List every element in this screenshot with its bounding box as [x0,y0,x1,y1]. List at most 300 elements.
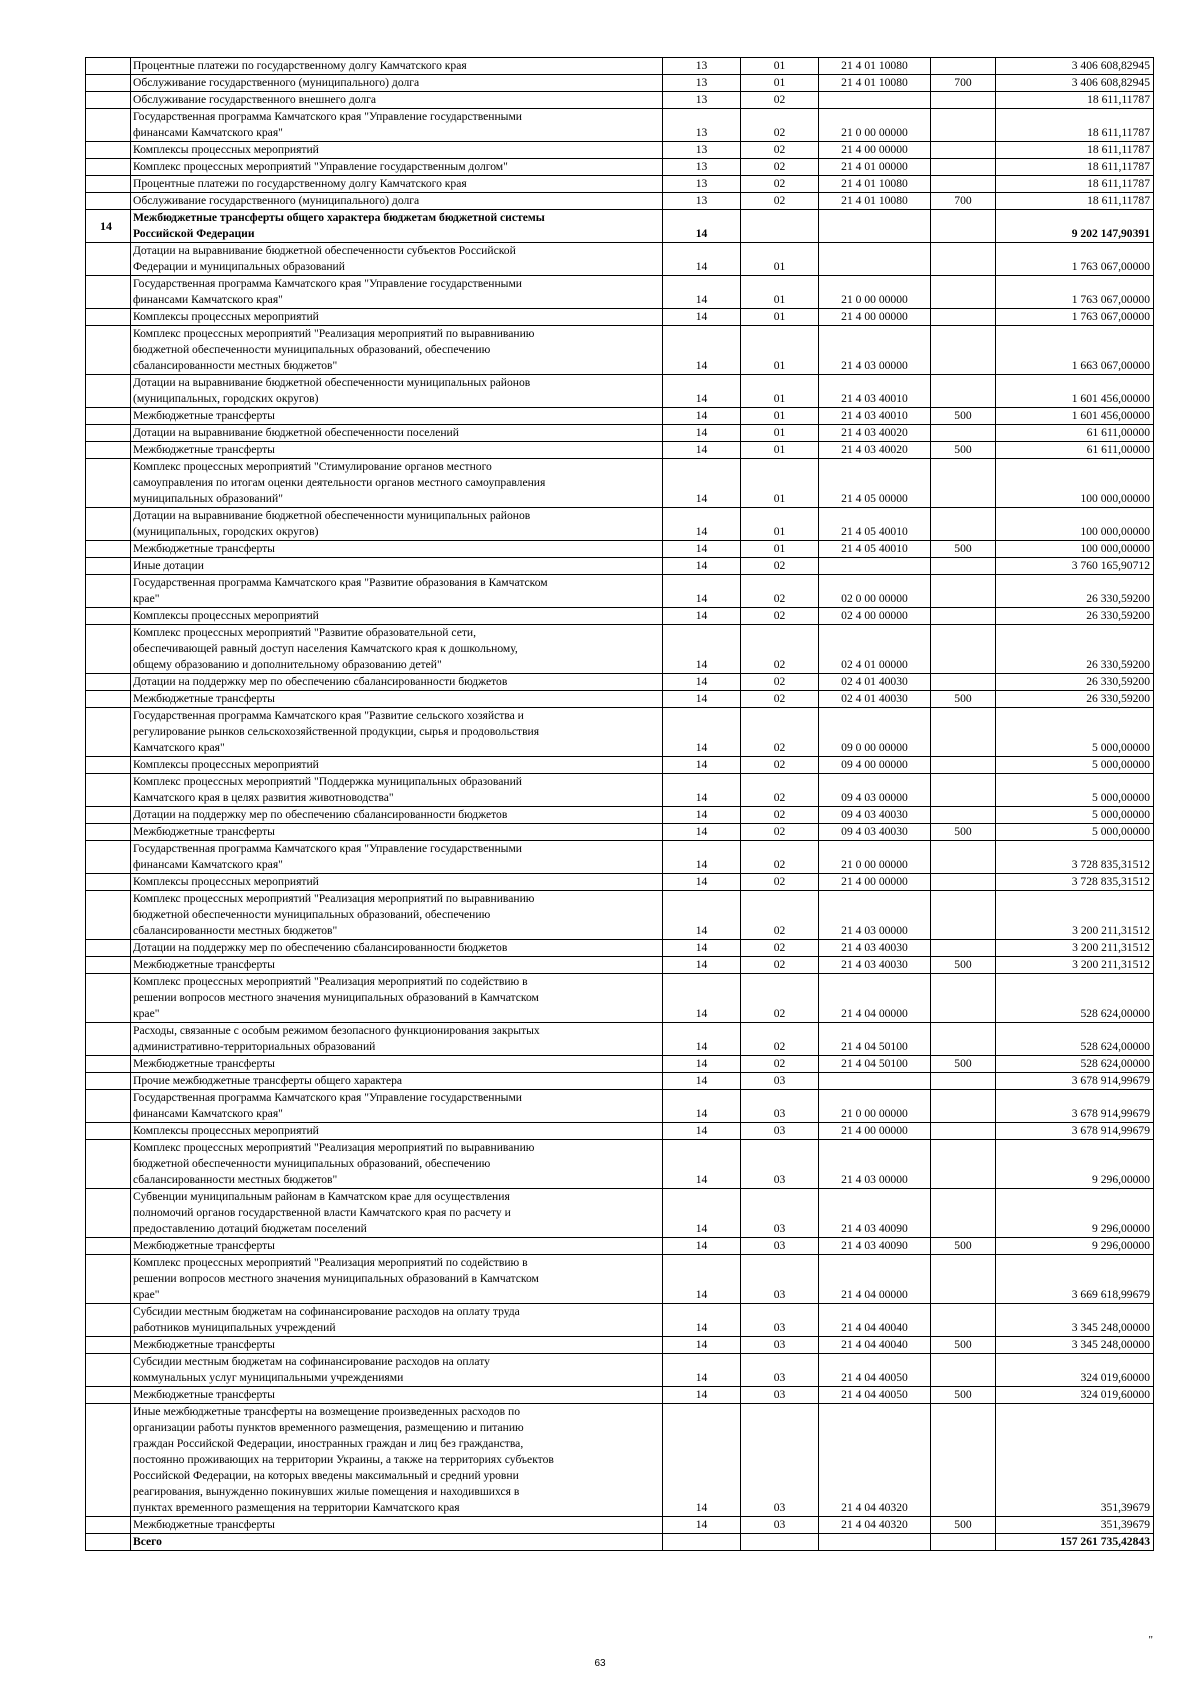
section-code-cell: 14 [663,957,741,974]
table-row [86,807,1154,824]
subsection-code-cell: 02 [741,874,819,891]
row-number-cell [86,841,131,874]
section-code-cell: 14 [663,1023,741,1056]
expense-type-code-cell [931,1189,996,1238]
section-code-cell: 13 [663,176,741,193]
expense-type-code-cell [931,1404,996,1517]
amount-cell: 3 345 248,00000 [996,1304,1154,1337]
target-article-code-cell: 21 4 01 00000 [819,159,931,176]
item-name-cell: Дотации на выравнивание бюджетной обеспеченности субъектов Российской Федерации и муниципальных образований [131,243,663,276]
target-article-code-cell: 21 4 04 40050 [819,1387,931,1404]
target-article-code-cell: 21 4 03 40030 [819,957,931,974]
expense-type-code-cell: 500 [931,541,996,558]
amount-cell: 5 000,00000 [996,708,1154,757]
item-name-cell: Комплекс процессных мероприятий "Реализация мероприятий по выравниванию бюджетной обеспеченности муниципальных образований, обеспечению сбалансированности местных бюджетов" [131,1140,663,1189]
target-article-code-cell: 21 0 00 00000 [819,1090,931,1123]
target-article-code-cell: 21 4 04 50100 [819,1056,931,1073]
row-number-cell [86,1140,131,1189]
amount-cell: 3 345 248,00000 [996,1337,1154,1354]
expense-type-code-cell [931,558,996,575]
expense-type-code-cell [931,92,996,109]
item-name-cell: Дотации на выравнивание бюджетной обеспеченности муниципальных районов (муниципальных, городских округов) [131,508,663,541]
item-name-cell: Расходы, связанные с особым режимом безопасного функционирования закрытых административно-территориальных образований [131,1023,663,1056]
subsection-code-cell: 02 [741,957,819,974]
target-article-code-cell: 21 4 04 40040 [819,1304,931,1337]
section-code-cell: 14 [663,425,741,442]
target-article-code-cell: 21 4 03 40010 [819,375,931,408]
subsection-code-cell: 01 [741,58,819,75]
row-number-cell [86,1534,131,1551]
target-article-code-cell: 21 4 03 00000 [819,1140,931,1189]
amount-cell: 61 611,00000 [996,442,1154,459]
table-row [86,1123,1154,1140]
amount-cell: 18 611,11787 [996,176,1154,193]
subsection-code-cell: 02 [741,807,819,824]
table-row [86,757,1154,774]
section-code-cell: 14 [663,541,741,558]
subsection-code-cell: 02 [741,757,819,774]
expense-type-code-cell [931,608,996,625]
section-code-cell: 13 [663,159,741,176]
table-body [86,58,1154,1551]
table-row [86,309,1154,326]
row-number-cell [86,309,131,326]
amount-cell: 3 200 211,31512 [996,957,1154,974]
item-name-cell: Комплекс процессных мероприятий "Реализация мероприятий по выравниванию бюджетной обеспеченности муниципальных образований, обеспечению сбалансированности местных бюджетов" [131,326,663,375]
section-code-cell: 14 [663,974,741,1023]
item-name-cell: Государственная программа Камчатского края "Управление государственными финансами Камчатского края" [131,109,663,142]
table-row [86,1023,1154,1056]
row-number-cell [86,807,131,824]
row-number-cell [86,824,131,841]
expense-type-code-cell: 500 [931,691,996,708]
table-row [86,974,1154,1023]
table-row [86,957,1154,974]
table-row [86,1337,1154,1354]
subsection-code-cell: 02 [741,691,819,708]
item-name-cell: Дотации на поддержку мер по обеспечению сбалансированности бюджетов [131,807,663,824]
subsection-code-cell: 03 [741,1404,819,1517]
target-article-code-cell: 09 4 00 00000 [819,757,931,774]
expense-type-code-cell [931,508,996,541]
row-number-cell [86,774,131,807]
table-row [86,691,1154,708]
amount-cell: 5 000,00000 [996,757,1154,774]
row-number-cell [86,142,131,159]
row-number-cell [86,1387,131,1404]
item-name-cell: Прочие межбюджетные трансферты общего характера [131,1073,663,1090]
item-name-cell: Дотации на выравнивание бюджетной обеспеченности поселений [131,425,663,442]
item-name-cell: Межбюджетные трансферты [131,1056,663,1073]
subsection-code-cell: 02 [741,575,819,608]
subsection-code-cell: 03 [741,1304,819,1337]
amount-cell: 26 330,59200 [996,625,1154,674]
expense-type-code-cell [931,142,996,159]
item-name-cell: Межбюджетные трансферты [131,442,663,459]
amount-cell: 26 330,59200 [996,674,1154,691]
amount-cell: 3 200 211,31512 [996,891,1154,940]
target-article-code-cell: 02 4 01 40030 [819,674,931,691]
subsection-code-cell: 03 [741,1337,819,1354]
row-number-cell [86,1090,131,1123]
expense-type-code-cell [931,1255,996,1304]
subsection-code-cell: 02 [741,109,819,142]
amount-cell: 3 678 914,99679 [996,1090,1154,1123]
amount-cell: 1 663 067,00000 [996,326,1154,375]
item-name-cell: Субсидии местным бюджетам на софинансирование расходов на оплату коммунальных услуг муниципальными учреждениями [131,1354,663,1387]
target-article-code-cell: 21 4 03 40090 [819,1189,931,1238]
expense-type-code-cell: 700 [931,193,996,210]
amount-cell: 26 330,59200 [996,691,1154,708]
amount-cell: 18 611,11787 [996,92,1154,109]
item-name-cell: Комплексы процессных мероприятий [131,757,663,774]
table-row [86,425,1154,442]
subsection-code-cell: 02 [741,974,819,1023]
expense-type-code-cell [931,309,996,326]
target-article-code-cell: 21 4 05 40010 [819,508,931,541]
section-code-cell: 14 [663,874,741,891]
subsection-code-cell: 02 [741,1023,819,1056]
row-number-cell: 14 [86,210,131,243]
section-code-cell: 14 [663,210,741,243]
table-row [86,408,1154,425]
row-number-cell [86,1354,131,1387]
subsection-code-cell: 03 [741,1189,819,1238]
table-row [86,508,1154,541]
row-number-cell [86,442,131,459]
row-number-cell [86,75,131,92]
item-name-cell: Межбюджетные трансферты [131,691,663,708]
item-name-cell: Обслуживание государственного (муниципального) долга [131,193,663,210]
amount-cell: 324 019,60000 [996,1354,1154,1387]
amount-cell: 528 624,00000 [996,1056,1154,1073]
item-name-cell: Комплекс процессных мероприятий "Стимулирование органов местного самоуправления по итогам оценки деятельности органов местного самоуправления муниципальных образований" [131,459,663,508]
subsection-code-cell: 02 [741,708,819,757]
amount-cell: 3 200 211,31512 [996,940,1154,957]
item-name-cell: Комплекс процессных мероприятий "Поддержка муниципальных образований Камчатского края в целях развития животноводства" [131,774,663,807]
item-name-cell: Комплексы процессных мероприятий [131,142,663,159]
subsection-code-cell: 02 [741,824,819,841]
section-code-cell: 14 [663,940,741,957]
row-number-cell [86,1255,131,1304]
section-code-cell: 14 [663,757,741,774]
table-row [86,1090,1154,1123]
item-name-cell: Государственная программа Камчатского края "Управление государственными финансами Камчатского края" [131,1090,663,1123]
item-name-cell: Межбюджетные трансферты [131,1517,663,1534]
table-row [86,541,1154,558]
page-number: 63 [594,1658,606,1669]
amount-cell: 26 330,59200 [996,608,1154,625]
target-article-code-cell: 09 4 03 40030 [819,807,931,824]
item-name-cell: Дотации на поддержку мер по обеспечению сбалансированности бюджетов [131,940,663,957]
subsection-code-cell: 03 [741,1090,819,1123]
amount-cell: 324 019,60000 [996,1387,1154,1404]
amount-cell: 18 611,11787 [996,109,1154,142]
subsection-code-cell: 02 [741,940,819,957]
section-code-cell: 14 [663,459,741,508]
item-name-cell: Комплекс процессных мероприятий "Развитие образовательной сети, обеспечивающей равный доступ населения Камчатского края к дошкольному, общему образованию и дополнительному образованию детей" [131,625,663,674]
section-code-cell: 14 [663,1354,741,1387]
target-article-code-cell: 21 4 04 50100 [819,1023,931,1056]
section-code-cell: 14 [663,442,741,459]
row-number-cell [86,58,131,75]
section-code-cell: 14 [663,558,741,575]
section-code-cell: 13 [663,109,741,142]
row-number-cell [86,1517,131,1534]
table-row [86,841,1154,874]
target-article-code-cell: 21 4 04 40320 [819,1517,931,1534]
target-article-code-cell: 09 0 00 00000 [819,708,931,757]
row-number-cell [86,757,131,774]
expense-type-code-cell [931,575,996,608]
section-code-cell: 14 [663,1123,741,1140]
table-row [86,575,1154,608]
amount-cell: 9 296,00000 [996,1140,1154,1189]
row-number-cell [86,1123,131,1140]
row-number-cell [86,1056,131,1073]
row-number-cell [86,1189,131,1238]
target-article-code-cell: 21 0 00 00000 [819,841,931,874]
target-article-code-cell: 02 4 00 00000 [819,608,931,625]
target-article-code-cell: 21 0 00 00000 [819,109,931,142]
expense-type-code-cell: 500 [931,442,996,459]
row-number-cell [86,1337,131,1354]
subsection-code-cell: 01 [741,508,819,541]
amount-cell: 1 601 456,00000 [996,375,1154,408]
subsection-code-cell: 03 [741,1354,819,1387]
row-number-cell [86,459,131,508]
target-article-code-cell: 09 4 03 00000 [819,774,931,807]
section-code-cell: 14 [663,508,741,541]
amount-cell: 5 000,00000 [996,824,1154,841]
row-number-cell [86,276,131,309]
table-row [86,1404,1154,1517]
subsection-code-cell: 02 [741,1056,819,1073]
target-article-code-cell: 21 4 01 10080 [819,75,931,92]
amount-cell: 9 296,00000 [996,1238,1154,1255]
row-number-cell [86,674,131,691]
amount-cell: 3 728 835,31512 [996,874,1154,891]
target-article-code-cell [819,1534,931,1551]
item-name-cell: Комплекс процессных мероприятий "Реализация мероприятий по содействию в решении вопросов местного значения муниципальных образований в Камчатском крае" [131,974,663,1023]
subsection-code-cell: 02 [741,142,819,159]
row-number-cell [86,891,131,940]
subsection-code-cell: 03 [741,1517,819,1534]
amount-cell: 18 611,11787 [996,193,1154,210]
target-article-code-cell: 21 4 00 00000 [819,309,931,326]
section-code-cell: 14 [663,408,741,425]
target-article-code-cell: 21 4 03 00000 [819,891,931,940]
expense-type-code-cell [931,1304,996,1337]
section-code-cell: 14 [663,708,741,757]
expense-type-code-cell [931,974,996,1023]
item-name-cell: Дотации на выравнивание бюджетной обеспеченности муниципальных районов (муниципальных, городских округов) [131,375,663,408]
target-article-code-cell: 21 4 04 40320 [819,1404,931,1517]
amount-cell: 100 000,00000 [996,508,1154,541]
amount-cell: 18 611,11787 [996,142,1154,159]
section-code-cell: 14 [663,891,741,940]
item-name-cell: Межбюджетные трансферты [131,824,663,841]
subsection-code-cell: 01 [741,442,819,459]
expense-type-code-cell: 500 [931,1337,996,1354]
target-article-code-cell: 21 0 00 00000 [819,276,931,309]
row-number-cell [86,541,131,558]
expense-type-code-cell [931,674,996,691]
expense-type-code-cell: 500 [931,408,996,425]
expense-type-code-cell [931,243,996,276]
expense-type-code-cell [931,1023,996,1056]
target-article-code-cell [819,92,931,109]
expense-type-code-cell [931,159,996,176]
expense-type-code-cell: 500 [931,824,996,841]
item-name-cell: Межбюджетные трансферты [131,1387,663,1404]
item-name-cell: Иные дотации [131,558,663,575]
row-number-cell [86,176,131,193]
expense-type-code-cell [931,1140,996,1189]
section-code-cell: 14 [663,326,741,375]
expense-type-code-cell [931,874,996,891]
section-code-cell: 14 [663,1387,741,1404]
row-number-cell [86,408,131,425]
section-code-cell: 14 [663,691,741,708]
section-code-cell: 14 [663,774,741,807]
item-name-cell: Государственная программа Камчатского края "Управление государственными финансами Камчатского края" [131,841,663,874]
row-number-cell [86,608,131,625]
expense-type-code-cell [931,625,996,674]
expense-type-code-cell [931,1090,996,1123]
subsection-code-cell: 01 [741,459,819,508]
target-article-code-cell: 21 4 04 40040 [819,1337,931,1354]
target-article-code-cell [819,243,931,276]
target-article-code-cell: 21 4 03 40030 [819,940,931,957]
target-article-code-cell: 21 4 03 40010 [819,408,931,425]
target-article-code-cell: 02 4 01 40030 [819,691,931,708]
row-number-cell [86,708,131,757]
table-row [86,375,1154,408]
expense-type-code-cell: 700 [931,75,996,92]
target-article-code-cell: 21 4 03 40020 [819,442,931,459]
expense-type-code-cell [931,58,996,75]
table-row [86,1354,1154,1387]
expense-type-code-cell [931,891,996,940]
subsection-code-cell: 02 [741,841,819,874]
subsection-code-cell: 01 [741,326,819,375]
expense-type-code-cell [931,210,996,243]
subsection-code-cell [741,210,819,243]
expense-type-code-cell [931,807,996,824]
subsection-code-cell: 02 [741,558,819,575]
table-row [86,874,1154,891]
expense-type-code-cell [931,375,996,408]
expense-type-code-cell [931,176,996,193]
section-code-cell: 14 [663,1404,741,1517]
table-row [86,176,1154,193]
item-name-cell: Иные межбюджетные трансферты на возмещение произведенных расходов по организации работы пунктов временного размещения, размещению и питанию граждан Российской Федерации, иностранных граждан и лиц без гражданства, постоянно проживающих на территории Украины, а также на территориях субъектов Российской Федерации, на которых введены максимальный и средний уровни реагирования, вынужденно покинувших жилые помещения и находившихся в пунктах временного размещения на территории Камчатского края [131,1404,663,1517]
expense-type-code-cell [931,1354,996,1387]
subsection-code-cell: 01 [741,375,819,408]
subsection-code-cell: 01 [741,276,819,309]
expense-type-code-cell [931,940,996,957]
item-name-cell: Процентные платежи по государственному долгу Камчатского края [131,58,663,75]
subsection-code-cell: 01 [741,243,819,276]
amount-cell: 528 624,00000 [996,974,1154,1023]
expense-type-code-cell [931,326,996,375]
table-row [86,210,1154,243]
row-number-cell [86,159,131,176]
target-article-code-cell: 21 4 05 00000 [819,459,931,508]
expense-type-code-cell [931,276,996,309]
table-row [86,243,1154,276]
item-name-cell: Субвенции муниципальным районам в Камчатском крае для осуществления полномочий органов государственной власти Камчатского края по расчету и предоставлению дотаций бюджетам поселений [131,1189,663,1238]
expense-type-code-cell: 500 [931,1056,996,1073]
row-number-cell [86,1238,131,1255]
table-row [86,558,1154,575]
amount-cell: 3 728 835,31512 [996,841,1154,874]
table-row [86,674,1154,691]
row-number-cell [86,691,131,708]
table-row [86,142,1154,159]
subsection-code-cell: 03 [741,1255,819,1304]
table-row [86,1056,1154,1073]
table-row [86,75,1154,92]
item-name-cell: Комплексы процессных мероприятий [131,309,663,326]
section-code-cell: 14 [663,824,741,841]
subsection-code-cell: 02 [741,774,819,807]
target-article-code-cell: 21 4 04 00000 [819,974,931,1023]
subsection-code-cell: 03 [741,1073,819,1090]
table-row [86,1189,1154,1238]
budget-table [85,57,1154,1551]
table-row [86,608,1154,625]
amount-cell: 26 330,59200 [996,575,1154,608]
section-code-cell: 14 [663,625,741,674]
amount-cell: 100 000,00000 [996,459,1154,508]
amount-cell: 3 760 165,90712 [996,558,1154,575]
subsection-code-cell: 01 [741,541,819,558]
amount-cell: 1 763 067,00000 [996,309,1154,326]
item-name-cell: Субсидии местным бюджетам на софинансирование расходов на оплату труда работников муниципальных учреждений [131,1304,663,1337]
subsection-code-cell: 03 [741,1238,819,1255]
item-name-cell: Межбюджетные трансферты [131,1238,663,1255]
expense-type-code-cell: 500 [931,957,996,974]
section-code-cell: 14 [663,1140,741,1189]
subsection-code-cell: 02 [741,193,819,210]
section-code-cell: 14 [663,1090,741,1123]
expense-type-code-cell [931,708,996,757]
expense-type-code-cell: 500 [931,1387,996,1404]
amount-cell: 351,39679 [996,1517,1154,1534]
row-number-cell [86,508,131,541]
target-article-code-cell: 21 4 03 00000 [819,326,931,375]
expense-type-code-cell [931,1123,996,1140]
target-article-code-cell [819,558,931,575]
item-name-cell: Процентные платежи по государственному долгу Камчатского края [131,176,663,193]
section-code-cell: 14 [663,841,741,874]
row-number-cell [86,326,131,375]
subsection-code-cell: 03 [741,1140,819,1189]
target-article-code-cell: 09 4 03 40030 [819,824,931,841]
target-article-code-cell: 21 4 04 40050 [819,1354,931,1387]
closing-quote-mark: " [1148,1634,1153,1646]
item-name-cell: Дотации на поддержку мер по обеспечению сбалансированности бюджетов [131,674,663,691]
table-row [86,1255,1154,1304]
item-name-cell: Обслуживание государственного внешнего долга [131,92,663,109]
subsection-code-cell: 02 [741,625,819,674]
table-row [86,824,1154,841]
row-number-cell [86,575,131,608]
amount-cell: 528 624,00000 [996,1023,1154,1056]
expense-type-code-cell [931,109,996,142]
